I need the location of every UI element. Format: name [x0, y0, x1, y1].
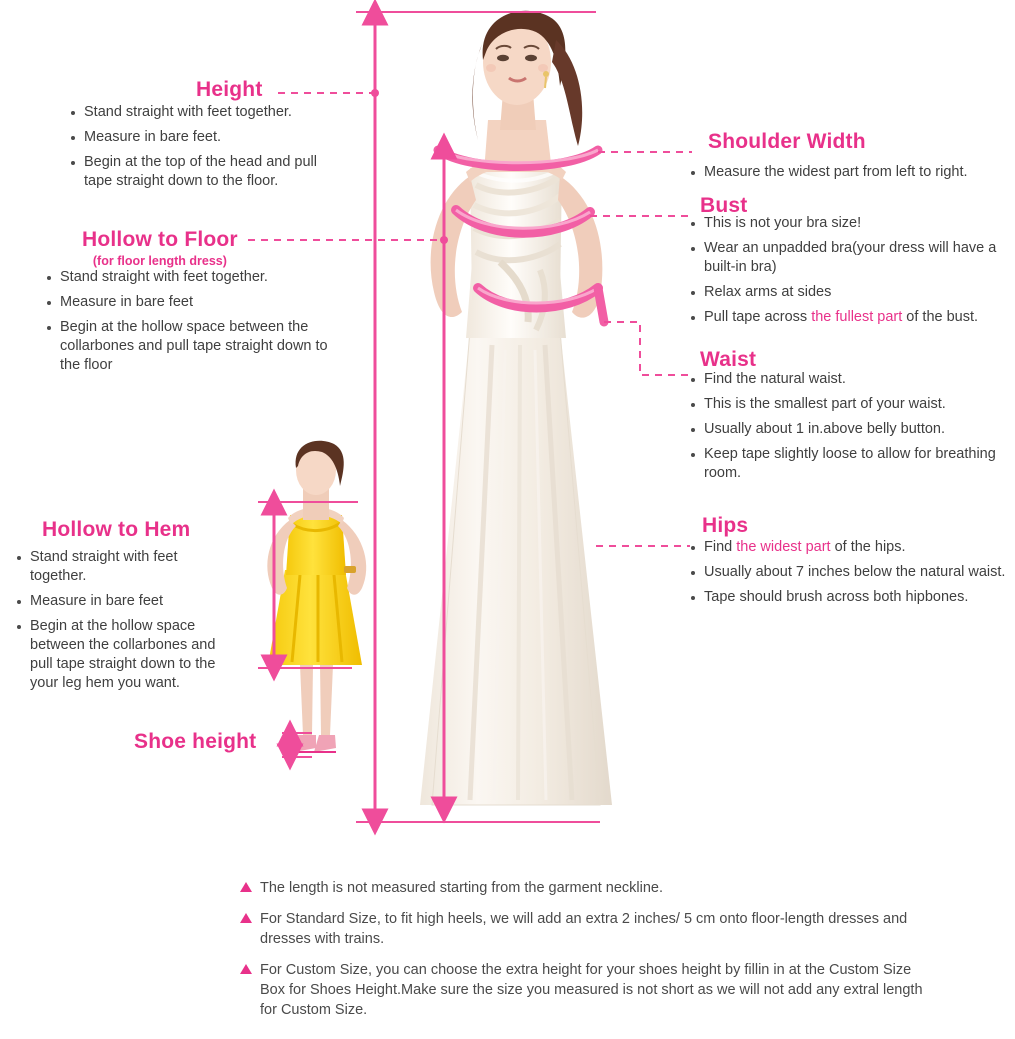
shoe-height-dimension-line: [282, 733, 312, 757]
list-item: Begin at the hollow space between the collarbones and pull tape straight down to the your leg hem you want.: [14, 617, 236, 693]
list-item: This is the smallest part of your waist.: [688, 395, 998, 414]
list-item: Begin at the top of the head and pull tape straight down to the floor.: [68, 153, 338, 191]
list-item: Stand straight with feet together.: [68, 103, 338, 122]
list-item-bust-fullest: [688, 308, 1013, 327]
footnote-row: [236, 878, 936, 898]
warning-triangle-icon: [240, 913, 252, 923]
footnote-text: For Custom Size, you can choose the extra height for your shoes height by fillin in at the Custom Size Box for Shoes Height.Make sure the size you measured is not short as we will not add any extral length for Custom Size.: [260, 962, 923, 1018]
list-item: This is not your bra size!: [688, 214, 1013, 233]
hips-text-pre: Find: [704, 539, 737, 555]
footnote-text: The length is not measured starting from the garment neckline.: [260, 880, 663, 896]
footnotes: [236, 878, 936, 1031]
callout-hips: [702, 514, 748, 538]
footnote-row: [236, 909, 936, 949]
tape-waist: [478, 288, 604, 322]
hollow-to-hem-heading: Hollow to Hem: [42, 518, 191, 541]
shoulder-width-bullets: [688, 143, 1010, 188]
footnote-text: For Standard Size, to fit high heels, we will add an extra 2 inches/ 5 cm onto floor-length dresses and dresses with trains.: [260, 911, 908, 947]
list-item: Measure the widest part from left to right.: [688, 163, 1010, 182]
callout-height: [196, 78, 263, 102]
hollow-to-floor-heading: Hollow to Floor: [82, 228, 238, 251]
list-item: Find the natural waist.: [688, 370, 998, 389]
hollow-to-hem-dimension-line: [258, 502, 358, 668]
hips-bullets: [688, 538, 1008, 613]
list-item: Measure in bare feet: [44, 293, 334, 312]
shoulder-width-heading: Shoulder Width: [708, 130, 866, 153]
list-item: Begin at the hollow space between the collarbones and pull tape straight down to the floor: [44, 318, 334, 375]
bust-bullets: [688, 214, 1013, 333]
list-item: Measure in bare feet: [14, 592, 236, 611]
tape-bust: [456, 210, 590, 233]
hips-emphasis: the widest part: [736, 539, 831, 555]
bust-text-post: of the bust.: [902, 309, 979, 325]
hollow-to-floor-subheading: (for floor length dress): [92, 254, 227, 268]
list-item: Relax arms at sides: [688, 283, 1013, 302]
list-item: Usually about 1 in.above belly button.: [688, 420, 998, 439]
list-item: Stand straight with feet together.: [44, 268, 334, 287]
main-model-figure: [420, 11, 612, 805]
list-item: Keep tape slightly loose to allow for breathing room.: [688, 445, 998, 483]
list-item-hips-widest: [688, 538, 1008, 557]
waist-bullets: [688, 370, 998, 489]
callout-shoe-height: [134, 730, 256, 754]
footnote-row: [236, 960, 936, 1020]
warning-triangle-icon: [240, 882, 252, 892]
tape-shoulder: [438, 150, 598, 167]
hollow-to-hem-bullets: [14, 548, 236, 699]
height-bullets: [68, 103, 338, 197]
height-dimension-line: [356, 12, 600, 822]
list-item: Wear an unpadded bra(your dress will have a built-in bra): [688, 239, 1013, 277]
bust-text-pre: Pull tape across: [704, 309, 812, 325]
shoe-height-heading: Shoe height: [134, 730, 257, 753]
list-item: Stand straight with feet together.: [14, 548, 236, 586]
warning-triangle-icon: [240, 964, 252, 974]
height-heading: Height: [196, 78, 263, 101]
list-item: Tape should brush across both hipbones.: [688, 588, 1008, 607]
hips-heading: Hips: [702, 514, 749, 537]
hollow-to-floor-bullets: [44, 268, 334, 381]
list-item: Measure in bare feet.: [68, 128, 338, 147]
bust-heading: Bust: [700, 194, 748, 217]
list-item: Usually about 7 inches below the natural waist.: [688, 563, 1008, 582]
callout-hollow-to-floor: [82, 228, 238, 268]
callout-waist: [700, 348, 756, 372]
hips-text-post: of the hips.: [830, 539, 906, 555]
short-dress-model-figure: [267, 441, 366, 752]
waist-heading: Waist: [700, 348, 757, 371]
callout-hollow-to-hem: [42, 518, 190, 542]
bust-emphasis: the fullest part: [811, 309, 903, 325]
